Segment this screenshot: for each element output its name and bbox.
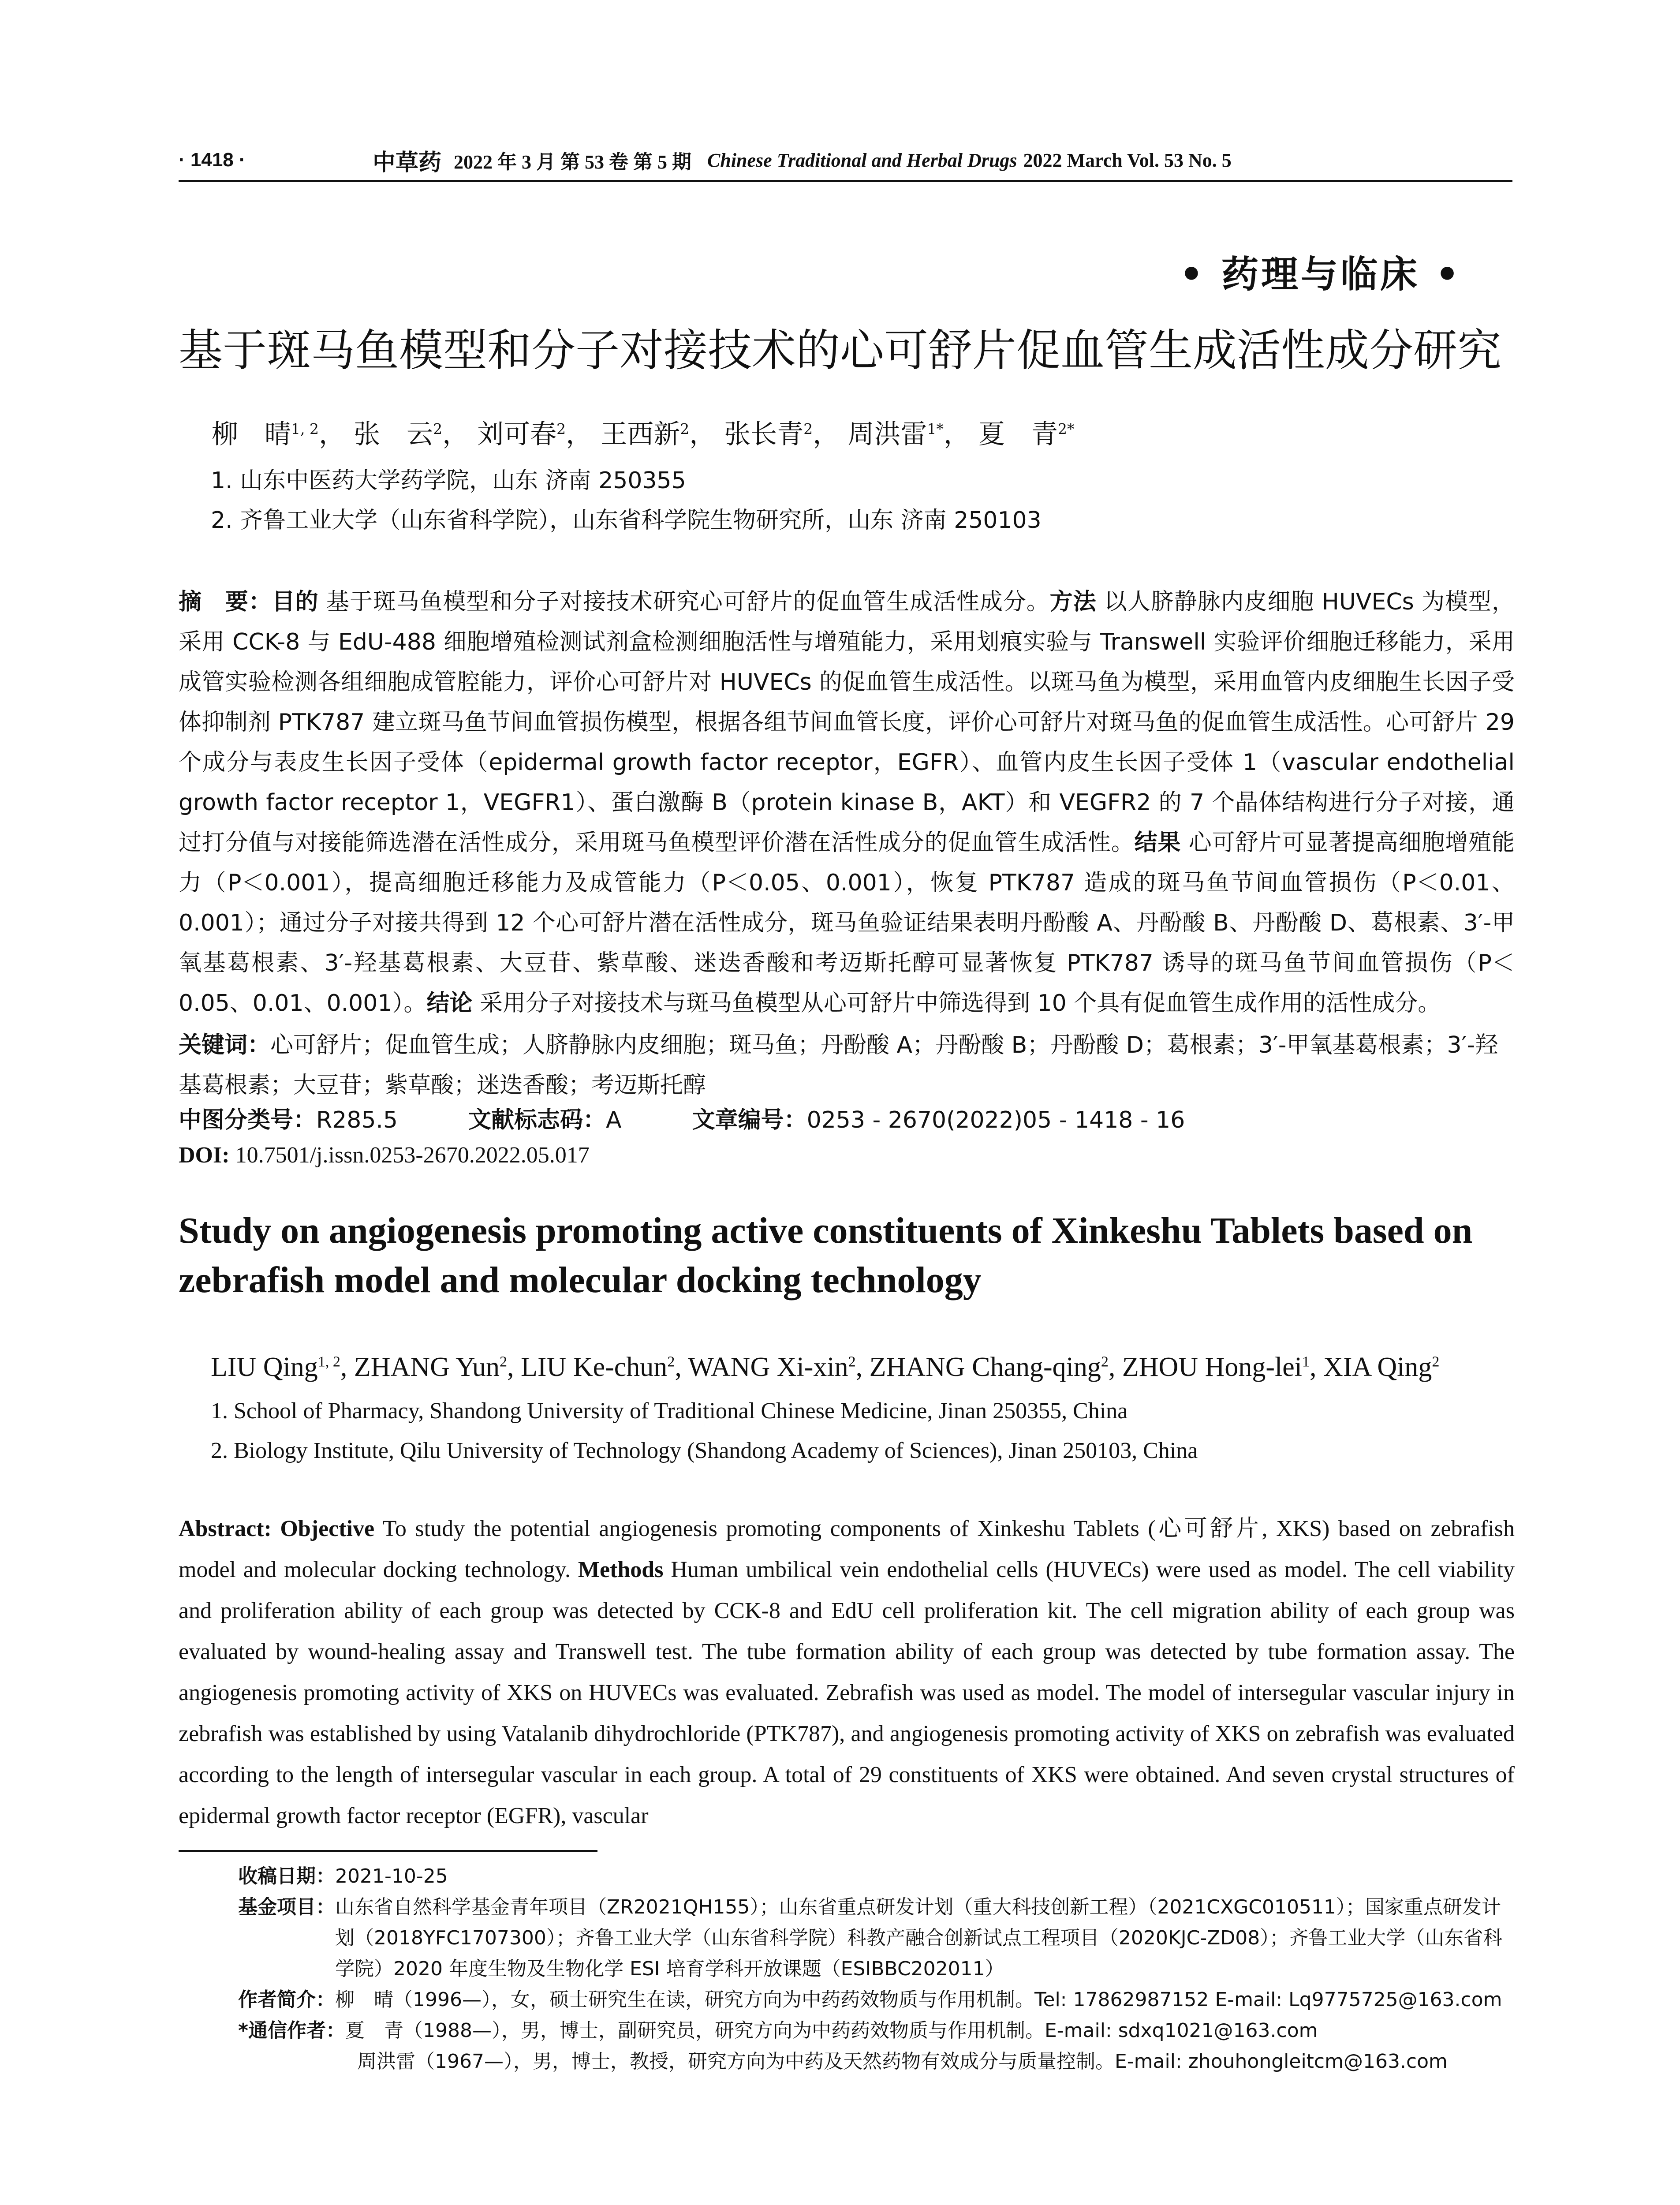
doi-value[interactable]: 10.7501/j.issn.0253-2670.2022.05.017 [229,1143,590,1168]
author-affil-sup: 2 [433,420,443,437]
affiliation-en-2: 2. Biology Institute, Qilu University of Technology (Shandong Academy of Sciences), Jinan 250103, China [211,1438,1198,1463]
affiliation-cn-2: 2. 齐鲁工业大学（山东省科学院），山东省科学院生物研究所，山东 济南 250103 [211,507,1042,534]
author-affil-sup: 2 [680,420,690,437]
author-name: ZHOU Hong-lei [1122,1352,1302,1382]
methods-label: 方法 [1049,589,1097,615]
classification-line [179,1102,1185,1138]
abstract-cn [179,582,1515,1024]
section-tag: • 药理与临床 • [1180,253,1462,296]
methods-text: Human umbilical vein endothelial cells (HUVECs) were used as model. The cell viability and proliferation ability of each group was detected by CCK-8 and EdU cell proliferation kit. The cell migration ability of each group was evaluated by wound-healing assay and Transwell test. The tube formation ability of each group was detected by tube formation assay. The angiogenesis promoting activity of XKS on HUVECs was evaluated. Zebrafish was used as model. The model of intersegular vascular injury in zebrafish was established by using Vatalanib dihydrochloride (PTK787), and angiogenesis promoting activity of XKS on zebrafish was evaluated according to the length of intersegular vascular in each group. A total of 29 constituents of XKS were obtained. And seven crystal structures of epidermal growth factor receptor (EGFR), vascular [179,1557,1515,1828]
corresponding-value-1: 夏 青（1988—），男，博士，副研究员，研究方向为中药药效物质与作用机制。E-mail: sdxq1021@163.com [345,2019,1318,2042]
author-name: 张长青 [724,419,804,450]
keywords-label: 关键词： [179,1032,271,1058]
corresponding-author [238,2015,1517,2046]
article-number-value: 0253 - 2670(2022)05 - 1418 - 16 [806,1107,1185,1133]
author-affil-sup: 2* [1057,420,1075,437]
author-affil-sup: 1* [927,420,944,437]
author-name: 柳 晴 [212,419,291,450]
author-separator: ， [318,419,345,450]
abstract-label: 摘 要： [179,589,272,615]
author-name: WANG Xi-xin [688,1352,848,1382]
author-bio [238,1984,1517,2015]
issue-info-cn: 2022 年 3 月 第 53 卷 第 5 期 [454,151,692,173]
author-affil-sup: 2 [667,1353,675,1370]
author-separator: , [1108,1352,1122,1382]
keywords-cn [179,1025,1515,1106]
page-number: · 1418 · [179,149,246,171]
author-name: LIU Ke-chun [521,1352,668,1382]
author-separator: ， [813,419,840,450]
objective-text: To study the potential angiogenesis promoting components of Xinkeshu Tablets (心可舒片, XKS) based on zebrafish model and molecular docking technology. [179,1516,1515,1582]
author-name: 王西新 [601,419,680,450]
fund-label: 基金项目： [238,1896,335,1918]
corresponding-value-2: 周洪雷（1967—），男，博士，教授，研究方向为中药及天然药物有效成分与质量控制。E-mail: zhouhongleitcm@163.com [357,2050,1448,2073]
author-name: 张 云 [354,419,433,450]
author-affil-sup: 2 [1432,1353,1440,1370]
doc-code-value: A [606,1107,622,1133]
methods-label: Methods [578,1557,664,1582]
results-text: 心可舒片可显著提高细胞增殖能力（P＜0.001），提高细胞迁移能力及成管能力（P＜0.05、0.001），恢复 PTK787 造成的斑马鱼节间血管损伤（P＜0.01、0.001）；通过分子对接共得到 12 个心可舒片潜在活性成分，斑马鱼验证结果表明丹酚酸 A、丹酚酸 B、丹酚酸 D、葛根素、3′-甲氧基葛根素、3′-羟基葛根素、大豆苷、紫草酸、迷迭香酸和考迈斯托醇可显著恢复 PTK787 诱导的斑马鱼节间血管损伤（P＜0.05、0.01、0.001）。 [179,830,1515,1017]
corresponding-author-2 [238,2046,1517,2077]
objective-label: 目的 [272,589,319,615]
author-bio-value: 柳 晴（1996—），女，硕士研究生在读，研究方向为中药药效物质与作用机制。Tel: 17862987152 E-mail: Lq9775725@163.com [335,1988,1502,2011]
doi-label: DOI: [179,1143,230,1168]
author-list-cn [212,417,1074,452]
footnote-divider [179,1850,597,1852]
author-affil-sup: 2 [1101,1353,1109,1370]
author-separator: , [855,1352,870,1382]
author-list-en [211,1349,1439,1385]
author-affil-sup: 1, 2 [317,1353,340,1370]
keywords-text: 心可舒片；促血管生成；人脐静脉内皮细胞；斑马鱼；丹酚酸 A；丹酚酸 B；丹酚酸 D；葛根素；3′-甲氧基葛根素；3′-羟基葛根素；大豆苷；紫草酸；迷迭香酸；考迈斯托醇 [179,1032,1498,1099]
author-affil-sup: 2 [556,420,566,437]
author-separator: ， [943,419,970,450]
author-affil-sup: 1, 2 [291,420,319,437]
author-affil-sup: 2 [500,1353,508,1370]
author-separator: ， [566,419,593,450]
received-value: 2021-10-25 [335,1865,448,1887]
article-title-en: Study on angiogenesis promoting active constituents of Xinkeshu Tablets based on zebrafish model and molecular docking technology [179,1210,1473,1301]
author-affil-sup: 2 [803,420,813,437]
author-name: LIU Qing [211,1352,318,1382]
author-name: ZHANG Yun [354,1352,500,1382]
journal-name-cn: 中草药 [373,150,442,176]
affiliation-en-1: 1. School of Pharmacy, Shandong University of Traditional Chinese Medicine, Jinan 250355, China [211,1398,1128,1424]
author-name: ZHANG Chang-qing [869,1352,1101,1382]
author-bio-label: 作者简介： [238,1988,335,2011]
author-separator: , [675,1352,688,1382]
author-name: 夏 青 [978,419,1058,450]
methods-text: 以人脐静脉内皮细胞 HUVECs 为模型，采用 CCK-8 与 EdU-488 细胞增殖检测试剂盒检测细胞活性与增殖能力，采用划痕实验与 Transwell 实验评价细胞迁移能力，采用成管实验检测各组细胞成管腔能力，评价心可舒片对 HUVECs 的促血管生成活性。以斑马鱼为模型，采用血管内皮细胞生长因子受体抑制剂 PTK787 建立斑马鱼节间血管损伤模型，根据各组节间血管长度，评价心可舒片对斑马鱼的促血管生成活性。心可舒片 29 个成分与表皮生长因子受体（epidermal growth factor receptor，EGFR）、血管内皮生长因子受体 1（vascular endothelial growth factor receptor 1，VEGFR1）、蛋白激酶 B（protein kinase B，AKT）和 VEGFR2 的 7 个晶体结构进行分子对接，通过打分值与对接能筛选潜在活性成分，采用斑马鱼模型评价潜在活性成分的促血管生成活性。 [179,589,1515,856]
clc-label: 中图分类号： [179,1107,317,1133]
doi-line [179,1138,590,1173]
objective-text: 基于斑马鱼模型和分子对接技术研究心可舒片的促血管生成活性成分。 [318,589,1050,615]
author-affil-sup: 2 [848,1353,856,1370]
issue-info-en: 2022 March Vol. 53 No. 5 [1023,149,1232,171]
footnotes [238,1861,1517,2077]
author-name: 刘可春 [477,419,557,450]
conclusion-label: 结论 [426,990,473,1017]
received-label: 收稿日期： [238,1865,335,1887]
journal-name-en: Chinese Traditional and Herbal Drugs [707,149,1017,171]
author-name: 周洪雷 [847,419,927,450]
article-number-label: 文章编号： [692,1107,807,1133]
results-label: 结果 [1134,830,1181,856]
affiliation-cn-1: 1. 山东中医药大学药学院，山东 济南 250355 [211,467,686,494]
corresponding-label: *通信作者： [238,2019,346,2042]
clc-value: R285.5 [316,1107,398,1133]
author-separator: , [507,1352,521,1382]
author-name: XIA Qing [1323,1352,1432,1382]
author-separator: ， [442,419,469,450]
article-title-cn: 基于斑马鱼模型和分子对接技术的心可舒片促血管生成活性成分研究 [179,325,1501,376]
objective-label: Objective [271,1516,375,1541]
doc-code-label: 文献标志码： [468,1107,606,1133]
fund-value: 山东省自然科学基金青年项目（ZR2021QH155）；山东省重点研发计划（重大科技创新工程）（2021CXGC010511）；国家重点研发计划（2018YFC1707300）；齐鲁工业大学（山东省科学院）科教产融合创新试点工程项目（2020KJC-ZD08）；齐鲁工业大学（山东省科学院）2020 年度生物及生物化学 ESI 培育学科开放课题（ESIBBC202011） [335,1896,1503,1980]
received-date [238,1861,1517,1892]
conclusion-text: 采用分子对接技术与斑马鱼模型从心可舒片中筛选得到 10 个具有促血管生成作用的活性成分。 [472,990,1441,1017]
author-separator: , [340,1352,354,1382]
running-header [179,140,1512,182]
abstract-label: Abstract: [179,1516,272,1541]
author-separator: ， [689,419,716,450]
author-separator: , [1310,1352,1324,1382]
fund-info [238,1892,1517,1984]
author-affil-sup: 1 [1302,1353,1310,1370]
abstract-en [179,1508,1515,1836]
